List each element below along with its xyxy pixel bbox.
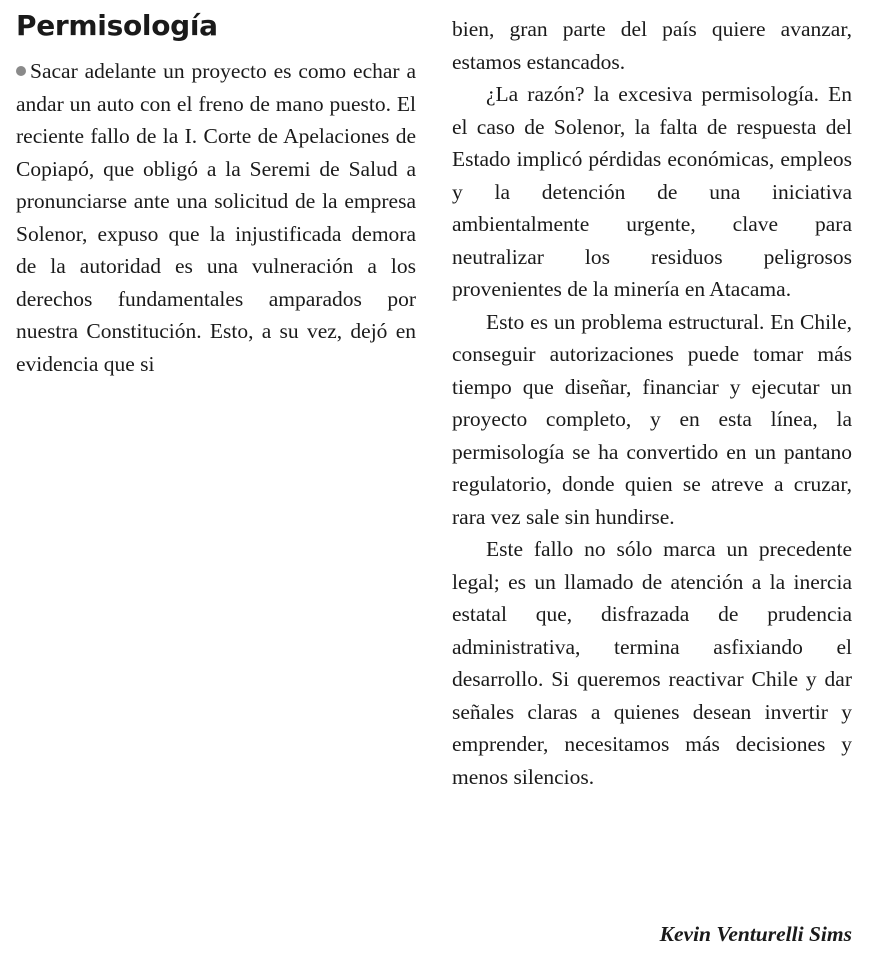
right-column bbox=[452, 13, 852, 793]
paragraph-1 bbox=[16, 55, 416, 380]
paragraph-4: Este fallo no sólo marca un precedente legal; es un llamado de atención a la inercia estatal que, disfrazada de prudencia administrativa, termina asfixiando el desarrollo. Si queremos reactivar Chile y dar señales claras a quienes desean invertir y emprender, necesitamos más decisiones y menos silencios. bbox=[452, 537, 852, 789]
paragraph-1-continued: bien, gran parte del país quiere avanzar, estamos estancados. bbox=[452, 17, 852, 74]
left-column bbox=[16, 55, 416, 380]
paragraph-1-text: Sacar adelante un proyecto es como echar a andar un auto con el freno de mano puesto. El reciente fallo de la I. Corte de Apelaciones de Copiapó, que obligó a la Seremi de Salud a pronunciarse ante una solicitud de la empresa Solenor, expuso que la injustificada demora de la autoridad es una vulneración a los derechos fundamentales amparados por nuestra Constitución. Esto, a su vez, dejó en evidencia que si bbox=[16, 59, 416, 376]
author-signature: Kevin Venturelli Sims bbox=[659, 922, 852, 946]
bullet-dot-icon bbox=[16, 66, 26, 76]
paragraph-2: ¿La razón? la excesiva permisología. En el caso de Solenor, la falta de respuesta del Estado implicó pérdidas económicas, empleos y la detención de una iniciativa ambientalmente urgente, clave para neutralizar los residuos peligrosos provenientes de la minería en Atacama. bbox=[452, 82, 852, 301]
paragraph-3: Esto es un problema estructural. En Chile, conseguir autorizaciones puede tomar más tiempo que diseñar, financiar y ejecutar un proyecto completo, y en esta línea, la permisología se ha convertido en un pantano regulatorio, donde quien se atreve a cruzar, rara vez sale sin hundirse. bbox=[452, 309, 852, 529]
article-headline: Permisología bbox=[16, 9, 218, 42]
